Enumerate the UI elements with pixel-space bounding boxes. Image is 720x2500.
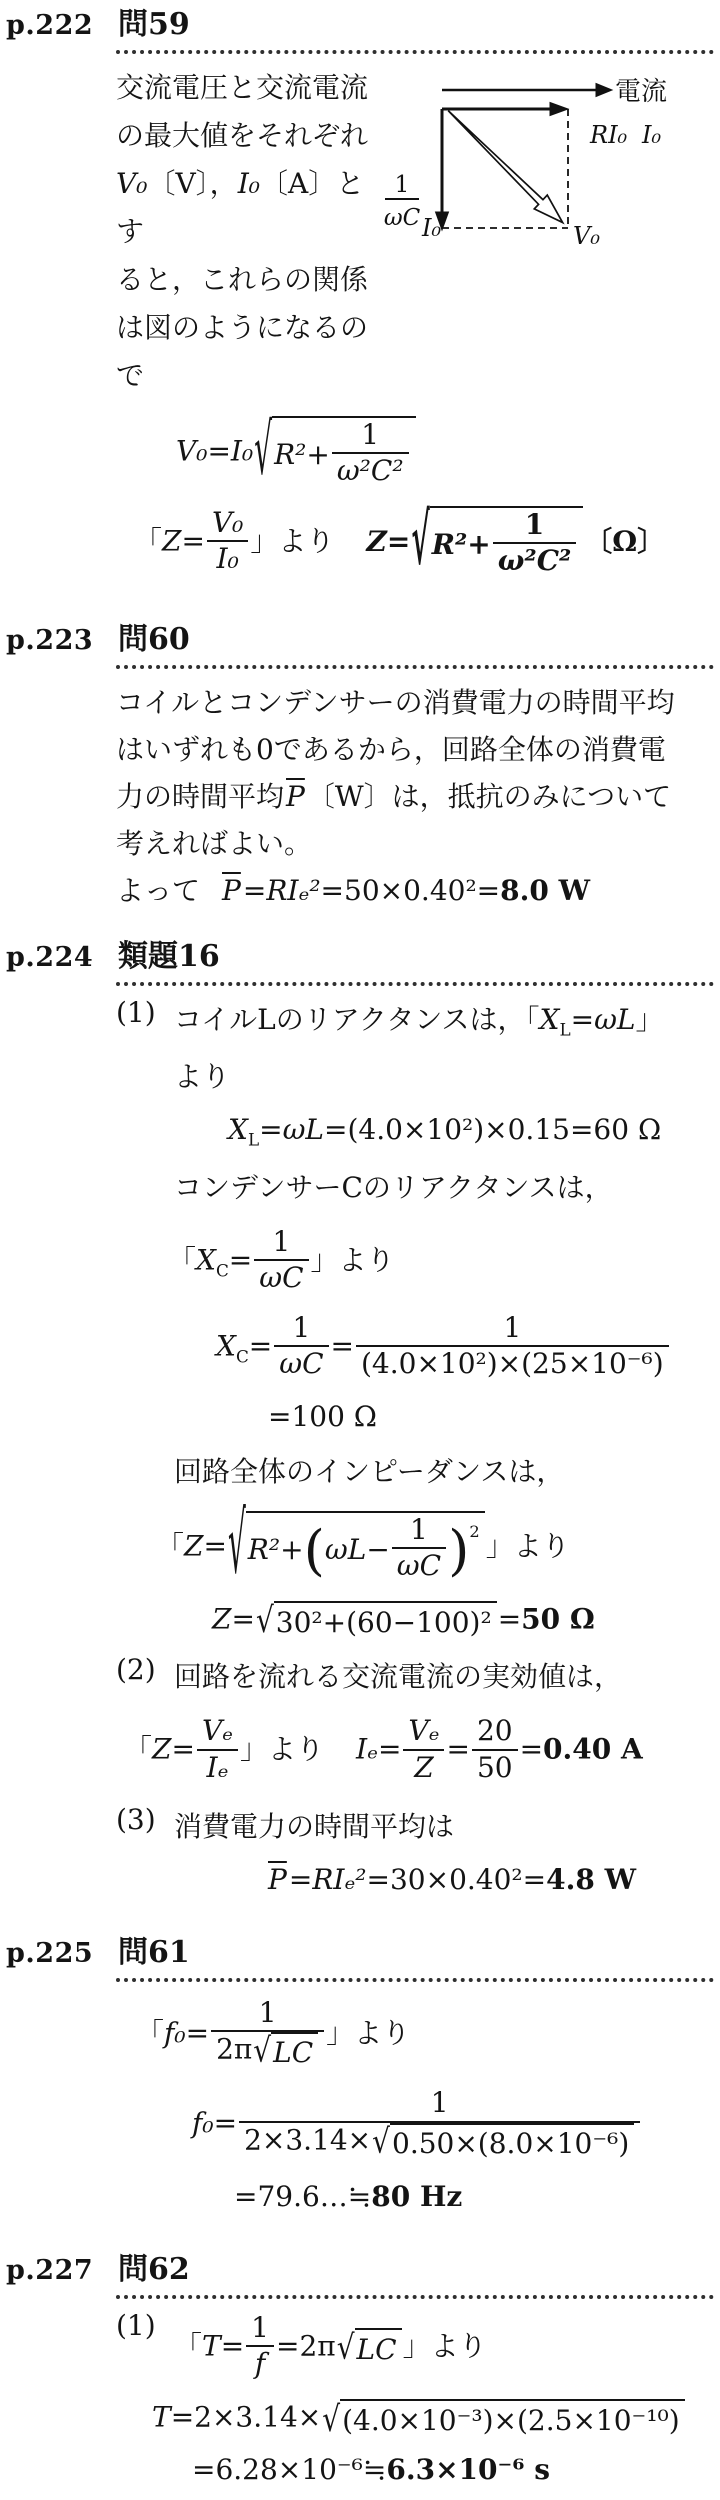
sqrt: [372, 2120, 634, 2161]
text: よって: [116, 873, 201, 907]
math-var: R²: [431, 528, 468, 562]
text-line: 回路を流れる交流電流の実効値は，: [174, 1660, 623, 1694]
radicand: (4.0×10⁻³)×(2.5×10⁻¹⁰): [340, 2399, 685, 2439]
page-ref: p.223: [6, 624, 94, 656]
denominator: ω²C²: [493, 542, 576, 578]
radical-sign: √: [411, 498, 430, 582]
text-line: [116, 773, 714, 820]
math-var: Z: [184, 1529, 204, 1563]
text-line: より: [174, 1060, 231, 1094]
math-var: V₀: [116, 167, 148, 200]
radical-sign: √: [255, 1599, 274, 1641]
section-content: [116, 2253, 716, 2500]
math-op: −: [366, 1532, 390, 1566]
numerator: Vₑ: [408, 1714, 440, 1748]
fraction: [239, 2086, 640, 2160]
sqrt: [253, 2032, 318, 2070]
quote-close: 」より: [326, 2016, 411, 2050]
section-content: [116, 8, 716, 597]
fraction: [356, 1311, 669, 1381]
quote-close: 」: [635, 1002, 664, 1036]
math-var: V₀: [176, 434, 208, 468]
superscript: 2: [469, 1522, 480, 1542]
math-op: =: [259, 1113, 283, 1147]
item-1: [116, 996, 714, 1054]
section-title: 問61: [116, 1936, 714, 1982]
math-op: =: [386, 524, 411, 558]
text-line: コンデンサーCのリアクタンスは，: [174, 1170, 613, 1204]
math-var: X: [228, 1113, 248, 1147]
math-op: =: [570, 1002, 595, 1036]
quote-close: 」より: [485, 1529, 570, 1563]
section-content: [116, 940, 716, 1910]
denominator: (4.0×10²)×(25×10⁻⁶): [356, 1345, 669, 1381]
math-op: =: [171, 1733, 195, 1767]
math-var: R²: [274, 437, 307, 471]
numerator: 1: [292, 1310, 311, 1344]
radical-sign: √: [253, 2030, 272, 2071]
label-v0: V₀: [573, 222, 600, 250]
denominator: Z: [403, 1749, 444, 1785]
quote-open: 「: [136, 2016, 165, 2050]
quote-open: 「: [134, 524, 163, 558]
formula-t-calc: [152, 2399, 714, 2439]
text-line: 考えればよい。: [116, 826, 313, 860]
numerator: 1: [410, 1512, 428, 1546]
sqrt: [337, 2328, 402, 2368]
radicand: LC: [271, 2032, 318, 2070]
math-op: =: [377, 1733, 402, 1767]
math-var: Z: [152, 1733, 172, 1767]
formula-z-result: [134, 498, 714, 582]
radicand: [430, 506, 584, 580]
sqrt: [256, 1601, 497, 1641]
math-var-pbar: $\overline{P}$: [268, 1862, 287, 1896]
quote-close: 」より: [240, 1733, 325, 1767]
section-ruidai16: [0, 940, 716, 1910]
item-label: (1): [116, 2309, 156, 2343]
math-op: =: [203, 1529, 227, 1563]
radical-sign: √: [372, 2120, 390, 2161]
radicand: 0.50×(8.0×10⁻⁶): [390, 2123, 634, 2161]
sqrt: [322, 2399, 684, 2439]
sqrt: [411, 498, 583, 582]
result-line: [116, 867, 714, 914]
math-op: =: [185, 2016, 210, 2050]
sqrt: [254, 408, 415, 492]
text-line: 消費電力の時間平均は: [174, 1809, 455, 1843]
math-coef: 2π: [299, 2329, 336, 2363]
fraction: [197, 1714, 238, 1784]
label-i0: I₀: [642, 121, 662, 149]
math-var: Z: [366, 524, 387, 558]
math-var: f₀: [164, 2016, 186, 2050]
item-1: [116, 2309, 714, 2387]
text-line: の最大値をそれぞれ: [116, 119, 369, 152]
label-current-axis: 電流: [615, 77, 668, 107]
denominator: f: [246, 2345, 274, 2381]
radical-sign: √: [336, 2327, 355, 2368]
section-title: 問60: [116, 623, 714, 669]
math-op: =: [213, 2107, 238, 2141]
label-cap-i0: I₀: [422, 214, 442, 242]
math-op: =: [220, 2329, 245, 2363]
math-op: =: [231, 1602, 255, 1636]
math-var: I₀: [230, 434, 254, 468]
denominator: ωC: [254, 1259, 308, 1295]
answer: 4.8 W: [546, 1862, 637, 1896]
math-op: =: [181, 524, 205, 558]
v0-vector-arrow: [439, 106, 569, 229]
formula-f0-result: [234, 2179, 714, 2215]
text-line: 交流電圧と交流電流: [116, 71, 369, 104]
text: 〔W〕は，抵抗のみについて: [306, 779, 672, 813]
intro-row: [116, 64, 714, 400]
current-axis-arrowhead: [596, 84, 612, 97]
sqrt: [227, 1494, 485, 1594]
numerator: V₀: [211, 506, 244, 540]
quote-open: 「: [168, 1243, 197, 1277]
formula-t-result: [192, 2452, 714, 2488]
text-line: コイルとコンデンサーの消費電力の時間平均: [116, 685, 675, 719]
math-expr: =79.6…≒: [234, 2179, 372, 2213]
text: コイルLのリアクタンスは，「: [174, 1002, 540, 1036]
math-expr: =2×3.14×: [170, 2401, 322, 2435]
math-var: I₀: [237, 167, 260, 200]
math-var-pbar: $\overline{P}$: [286, 779, 305, 813]
quote-close: 」より: [250, 524, 335, 558]
math-op: =: [288, 1862, 313, 1896]
math-expr: =50×0.40²=: [320, 873, 501, 907]
label-ri0: RI₀: [590, 121, 628, 149]
math-op: =: [330, 1329, 354, 1363]
math-var: ωL: [594, 1002, 636, 1036]
math-var: ωL: [324, 1532, 367, 1566]
section-title: 類題16: [116, 940, 714, 986]
denominator: I₀: [207, 540, 248, 576]
math-expr: =(4.0×10²)×0.15=60 Ω: [324, 1113, 662, 1147]
denominator: Iₑ: [197, 1749, 238, 1785]
label-cap-numerator: 1: [394, 172, 410, 198]
fraction: [274, 1311, 328, 1381]
math-var: Z: [162, 524, 182, 558]
math-op: =: [242, 873, 267, 907]
math-var: ωL: [282, 1113, 324, 1147]
section-q60: [0, 623, 716, 914]
math-coef: 2π: [216, 2032, 253, 2066]
math-op: +: [306, 437, 330, 471]
ri0-vector-arrowhead: [550, 103, 568, 116]
unit-text: 〔V〕，: [147, 167, 238, 200]
answer: 50 Ω: [521, 1602, 595, 1636]
numerator: 1: [272, 1224, 291, 1258]
math-expr: =6.28×10⁻⁶≒: [192, 2452, 387, 2486]
item-3: [116, 1803, 714, 1850]
answer: 6.3×10⁻⁶ s: [386, 2452, 551, 2486]
denominator: [211, 2030, 324, 2070]
math-var: f₀: [192, 2107, 214, 2141]
numerator: 1: [430, 2086, 449, 2120]
math-var: Z: [212, 1602, 232, 1636]
denominator: ωC: [392, 1547, 446, 1583]
fraction: [254, 1225, 308, 1295]
phasor-diagram: [372, 64, 714, 400]
answer: 80 Hz: [371, 2179, 463, 2213]
math-op: =: [276, 2329, 300, 2363]
denominator: ω²C²: [332, 452, 409, 488]
math-var: T: [202, 2329, 221, 2363]
math-var-pbar: $\overline{P}$: [222, 873, 241, 907]
numerator: 1: [361, 418, 380, 451]
math-var: RIₑ²: [312, 1862, 367, 1896]
radicand: LC: [355, 2328, 402, 2368]
numerator: Vₑ: [201, 1714, 234, 1748]
page-ref: p.227: [6, 2255, 94, 2287]
numerator: 1: [503, 1310, 522, 1344]
formula-f0-rule: [136, 1998, 714, 2072]
section-title: 問59: [116, 8, 714, 54]
denominator: [239, 2121, 640, 2161]
math-op: =: [519, 1733, 544, 1767]
text-line: 回路全体のインピーダンスは，: [174, 1454, 565, 1488]
math-var: X: [539, 1002, 560, 1036]
math-var: X: [196, 1243, 216, 1277]
formula-xc-calc: [216, 1310, 714, 1383]
subscript: L: [247, 1129, 260, 1150]
quote-open: 「: [156, 1529, 185, 1563]
math-op: =: [228, 1243, 253, 1277]
section-content: [116, 623, 716, 914]
formula-current-calc: [124, 1716, 714, 1786]
numerator: 20: [476, 1714, 513, 1748]
subscript: C: [235, 1346, 249, 1367]
label-cap-denominator: ωC: [383, 205, 421, 231]
text-line: は図のようになるので: [116, 311, 369, 392]
fraction: [207, 506, 248, 576]
denominator: 50: [472, 1749, 518, 1785]
math-op: =: [446, 1733, 470, 1767]
text-line: [116, 160, 372, 256]
answer: [366, 498, 666, 582]
text-line: ると，これらの関係: [116, 263, 369, 296]
item-label: (3): [116, 1802, 156, 1836]
math-var: X: [216, 1329, 236, 1363]
math-op: =: [497, 1602, 522, 1636]
formula-xc-result: =100 Ω: [268, 1400, 378, 1434]
numerator: 1: [258, 1996, 277, 2030]
formula-power-calc: [266, 1862, 714, 1898]
math-op: =: [207, 434, 231, 468]
page-ref: p.225: [6, 1938, 94, 1970]
radicand: 30²+(60−100)²: [274, 1601, 497, 1641]
formula-z-rule: [156, 1494, 714, 1594]
radical-sign: √: [322, 2397, 341, 2440]
item-label: (1): [116, 995, 156, 1029]
math-coef: 2×3.14×: [244, 2123, 372, 2157]
quote-close: 」より: [310, 1243, 395, 1277]
text-line: [174, 996, 714, 1054]
section-content: [116, 1936, 716, 2227]
quote-open: 「: [124, 1733, 153, 1767]
quote-open: 「: [174, 2329, 203, 2363]
fraction: [246, 2311, 274, 2381]
section-q61: [0, 1936, 716, 2227]
text-line: はいずれも0であるから，回路全体の消費電: [116, 732, 666, 766]
math-op: =: [248, 1329, 273, 1363]
radical-sign: √: [254, 408, 273, 492]
answer: 8.0 W: [500, 873, 591, 907]
fraction: [332, 418, 409, 488]
fraction: [493, 508, 576, 578]
fraction: [472, 1714, 518, 1784]
math-expr: =30×0.40²=: [366, 1862, 547, 1896]
formula-t-rule: [174, 2313, 714, 2383]
radical-sign: √: [227, 1494, 246, 1594]
subscript: C: [215, 1259, 229, 1280]
math-op: +: [280, 1532, 304, 1566]
quote-close: 」より: [402, 2329, 487, 2363]
formula-z-calc: [212, 1601, 714, 1641]
radicand: [272, 416, 416, 490]
item-2: [116, 1653, 714, 1700]
math-op: +: [467, 528, 491, 562]
formula-xc-rule: [168, 1224, 714, 1297]
math-var: R²: [247, 1532, 281, 1566]
item-label: (2): [116, 1653, 156, 1687]
page-ref: p.224: [6, 941, 94, 973]
fraction: [403, 1714, 444, 1784]
section-title: 問62: [116, 2253, 714, 2299]
math-var: RIₑ²: [266, 873, 321, 907]
unit-text: 〔A〕とす: [116, 167, 365, 248]
numerator: 1: [524, 508, 545, 542]
numerator: 1: [251, 2311, 269, 2345]
radicand: R² + ( ωL − $\frac{1}{\omega C}$ ) 2: [246, 1511, 485, 1585]
section-q59: [0, 8, 716, 597]
denominator: ωC: [274, 1345, 328, 1381]
unit-text: 〔Ω〕: [584, 524, 666, 558]
answer: 0.40 A: [543, 1733, 643, 1767]
fraction: [211, 1996, 324, 2070]
intro-text: [116, 64, 372, 400]
math-var: T: [152, 2401, 171, 2435]
formula-xl: [228, 1112, 714, 1151]
formula-f0-calc: [192, 2088, 714, 2162]
page-ref: p.222: [6, 10, 94, 41]
section-q62: [0, 2253, 716, 2500]
subscript: L: [559, 1019, 571, 1040]
text: 力の時間平均: [116, 779, 285, 813]
fraction: [392, 1513, 446, 1583]
formula-v0: [176, 408, 714, 492]
math-var: Iₑ: [356, 1733, 378, 1767]
